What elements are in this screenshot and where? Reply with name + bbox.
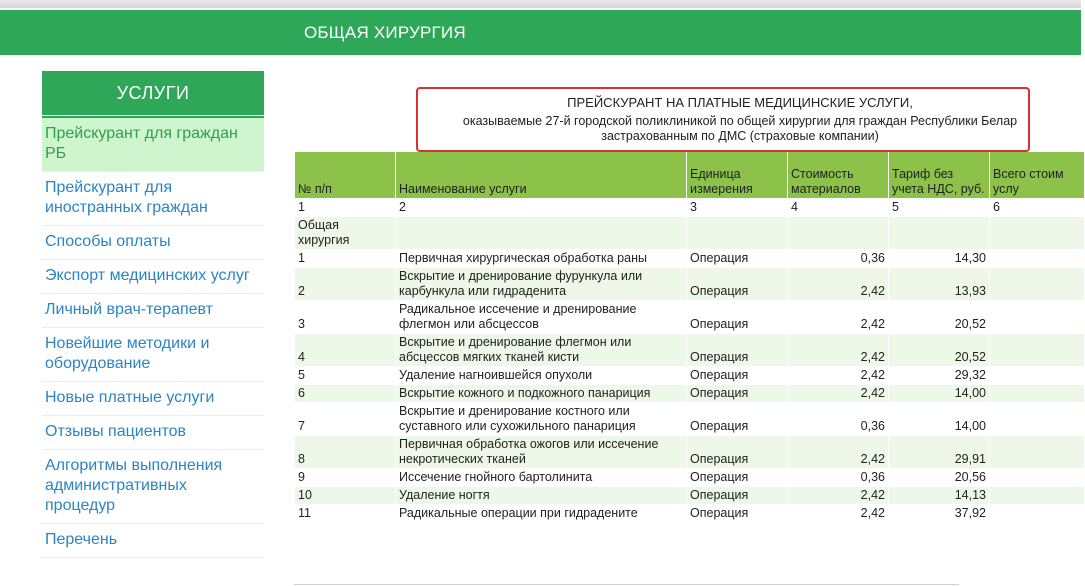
title-row (295, 88, 1085, 117)
browser-top-edge (0, 0, 1081, 8)
table-row (295, 301, 1085, 334)
row-number: 5 (295, 367, 396, 385)
materials-cost: 2,42 (788, 436, 889, 469)
sidebar-menu (42, 116, 264, 558)
service-unit: Операция (687, 469, 788, 487)
service-name: Радикальные операции при гидрадените (396, 505, 687, 523)
tariff-value: 14,13 (889, 487, 990, 505)
row-number: 8 (295, 436, 396, 469)
table-cell: 3 (687, 199, 788, 217)
total-value (990, 268, 1085, 301)
materials-cost: 2,42 (788, 385, 889, 403)
service-name: Первичная хирургическая обработка раны (396, 250, 687, 268)
table-row (295, 505, 1085, 523)
tariff-value: 14,00 (889, 403, 990, 436)
service-unit: Операция (687, 385, 788, 403)
materials-cost: 2,42 (788, 301, 889, 334)
content-bottom-divider (294, 584, 959, 585)
page-title: ОБЩАЯ ХИРУРГИЯ (304, 23, 466, 42)
sidebar-heading: УСЛУГИ (42, 71, 264, 115)
service-unit: Операция (687, 367, 788, 385)
row-number: 3 (295, 301, 396, 334)
header-service-name: Наименование услуги (396, 152, 687, 199)
total-value (990, 334, 1085, 367)
table-cell: 5 (889, 199, 990, 217)
total-value (990, 403, 1085, 436)
service-unit: Операция (687, 436, 788, 469)
service-name: Вскрытие кожного и подкожного панариция (396, 385, 687, 403)
tariff-value: 20,52 (889, 334, 990, 367)
table-row (295, 250, 1085, 268)
service-unit: Операция (687, 301, 788, 334)
price-list-title (396, 88, 1085, 152)
tariff-value: 37,92 (889, 505, 990, 523)
header-unit: Единица измерения (687, 152, 788, 199)
service-name: Вскрытие и дренирование фурункула или карбункула или гидраденита (396, 268, 687, 301)
materials-cost: 2,42 (788, 334, 889, 367)
table-row (295, 385, 1085, 403)
table-row (295, 367, 1085, 385)
materials-cost: 2,42 (788, 268, 889, 301)
service-unit: Операция (687, 250, 788, 268)
tariff-value: 13,93 (889, 268, 990, 301)
materials-cost: 0,36 (788, 403, 889, 436)
service-unit: Операция (687, 487, 788, 505)
header-materials-cost: Стоимость материалов (788, 152, 889, 199)
materials-cost: 2,42 (788, 505, 889, 523)
header-tariff: Тариф без учета НДС, руб. (889, 152, 990, 199)
sidebar-item-admin-procedures[interactable]: Алгоритмы выполнения административных процедур (42, 450, 264, 524)
title-line-1: ПРЕЙСКУРАНТ НА ПЛАТНЫЕ МЕДИЦИНСКИЕ УСЛУГИ, (567, 95, 913, 110)
price-list-content (294, 87, 1064, 567)
table-row (295, 334, 1085, 367)
sidebar-item-new-methods[interactable]: Новейшие методики и оборудование (42, 328, 264, 382)
row-number: 7 (295, 403, 396, 436)
table-cell: 2 (396, 199, 687, 217)
header-total: Всего стоим услу (990, 152, 1085, 199)
service-unit: Операция (687, 505, 788, 523)
tariff-value: 29,91 (889, 436, 990, 469)
service-name: Удаление нагноившейся опухоли (396, 367, 687, 385)
sidebar-item-patient-reviews[interactable]: Отзывы пациентов (42, 416, 264, 450)
sidebar-item-price-rb[interactable]: Прейскурант для граждан РБ (42, 118, 264, 172)
row-number: 6 (295, 385, 396, 403)
table-row (295, 268, 1085, 301)
sidebar-item-new-paid-services[interactable]: Новые платные услуги (42, 382, 264, 416)
service-name: Иссечение гнойного бартолинита (396, 469, 687, 487)
price-table (294, 87, 1085, 523)
service-name: Первичная обработка ожогов или иссечение некротических тканей (396, 436, 687, 469)
row-number: 1 (295, 250, 396, 268)
materials-cost: 0,36 (788, 250, 889, 268)
header-number: № п/п (295, 152, 396, 199)
row-number: 10 (295, 487, 396, 505)
total-value (990, 469, 1085, 487)
section-title: Общая хирургия (295, 217, 396, 250)
service-name: Радикальное иссечение и дренирование флегмон или абсцессов (396, 301, 687, 334)
tariff-value: 29,32 (889, 367, 990, 385)
table-row (295, 487, 1085, 505)
service-name: Удаление ногтя (396, 487, 687, 505)
table-row (295, 469, 1085, 487)
page-banner (0, 10, 1081, 55)
tariff-value: 20,52 (889, 301, 990, 334)
table-cell: 1 (295, 199, 396, 217)
title-line-3: застрахованным по ДМС (страховые компании) (601, 129, 879, 143)
table-row (295, 403, 1085, 436)
total-value (990, 301, 1085, 334)
sidebar-item-price-foreign[interactable]: Прейскурант для иностранных граждан (42, 172, 264, 226)
row-number: 2 (295, 268, 396, 301)
table-cell: 4 (788, 199, 889, 217)
tariff-value: 20,56 (889, 469, 990, 487)
materials-cost: 2,42 (788, 487, 889, 505)
materials-cost: 2,42 (788, 367, 889, 385)
column-index-row (295, 199, 1085, 217)
sidebar-item-list[interactable]: Перечень (42, 524, 264, 558)
sidebar-item-payment-methods[interactable]: Способы оплаты (42, 226, 264, 260)
row-number: 4 (295, 334, 396, 367)
section-row (295, 217, 1085, 250)
service-unit: Операция (687, 403, 788, 436)
service-unit: Операция (687, 334, 788, 367)
row-number: 9 (295, 469, 396, 487)
total-value (990, 436, 1085, 469)
table-cell: 6 (990, 199, 1085, 217)
service-name: Вскрытие и дренирование костного или суставного или сухожильного панариция (396, 403, 687, 436)
row-number: 11 (295, 505, 396, 523)
total-value (990, 505, 1085, 523)
sidebar-item-export-services[interactable]: Экспорт медицинских услуг (42, 260, 264, 294)
table-row (295, 436, 1085, 469)
materials-cost: 0,36 (788, 469, 889, 487)
services-sidebar (42, 71, 264, 558)
tariff-value: 14,00 (889, 385, 990, 403)
service-name: Вскрытие и дренирование флегмон или абсцессов мягких тканей кисти (396, 334, 687, 367)
title-line-2: оказываемые 27-й городской поликлиникой по общей хирургии для граждан Республики Белар (462, 114, 1018, 128)
total-value (990, 385, 1085, 403)
service-unit: Операция (687, 268, 788, 301)
sidebar-item-personal-therapist[interactable]: Личный врач-терапевт (42, 294, 264, 328)
total-value (990, 250, 1085, 268)
table-header-row (295, 152, 1085, 199)
total-value (990, 367, 1085, 385)
tariff-value: 14,30 (889, 250, 990, 268)
total-value (990, 487, 1085, 505)
